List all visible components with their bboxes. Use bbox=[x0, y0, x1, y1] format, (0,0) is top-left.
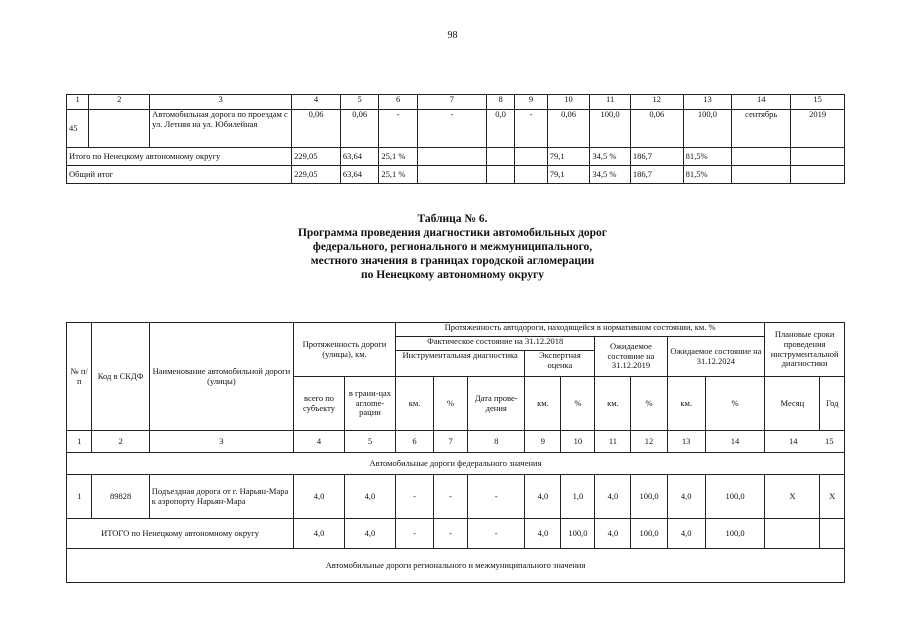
col-number: 13 bbox=[667, 431, 705, 453]
cell: 0,06 bbox=[547, 110, 590, 148]
page-number: 98 bbox=[447, 30, 458, 41]
header-total: всего по субъекту bbox=[294, 377, 345, 431]
section-row bbox=[67, 453, 845, 475]
cell: Х bbox=[765, 475, 820, 519]
col-number: 14 bbox=[789, 435, 798, 446]
col-number: 5 bbox=[344, 431, 395, 453]
col-number: 11 bbox=[595, 431, 631, 453]
section-row bbox=[67, 549, 845, 583]
header-exp2019: Ожидаемое состояние на 31.12.2019 bbox=[595, 337, 667, 377]
col-number: 3 bbox=[150, 95, 292, 110]
header-km: км. bbox=[525, 377, 561, 431]
cell: 1,0 bbox=[561, 475, 595, 519]
col-number: 10 bbox=[547, 95, 590, 110]
cell: 81,5% bbox=[683, 166, 732, 184]
total-label: ИТОГО по Ненецкому автономному округу bbox=[67, 519, 294, 549]
cell: - bbox=[417, 110, 486, 148]
header-km: км. bbox=[595, 377, 631, 431]
table-row bbox=[67, 166, 845, 184]
cell: 100,0 bbox=[590, 110, 631, 148]
table-row bbox=[67, 475, 845, 519]
table-title-line: федерального, регионального и межмуниципального, bbox=[312, 241, 593, 253]
col-number: 7 bbox=[434, 431, 468, 453]
header-length: Протяженность дороги (улицы), км. bbox=[294, 323, 396, 377]
cell bbox=[89, 110, 150, 148]
header-year: Год bbox=[820, 377, 845, 431]
header-expert: Экспертная оценка bbox=[525, 351, 595, 377]
header-row bbox=[67, 95, 845, 110]
cell: 79,1 bbox=[547, 166, 590, 184]
cell: 0,06 bbox=[292, 110, 341, 148]
cell: Х bbox=[820, 475, 845, 519]
cell: 4,0 bbox=[294, 475, 345, 519]
header-exp2024: Ожидаемое состояние на 31.12.2024 bbox=[667, 337, 765, 377]
header-month: Месяц bbox=[765, 377, 820, 431]
cell: - bbox=[468, 475, 525, 519]
cell: 0,06 bbox=[630, 110, 683, 148]
col-number: 3 bbox=[149, 431, 293, 453]
header-plan: Плановые сроки проведения инструментальной диагностики bbox=[765, 323, 845, 377]
cell: 25,1 % bbox=[379, 148, 418, 166]
col-number: 8 bbox=[486, 95, 514, 110]
cell: 100,0 bbox=[683, 110, 732, 148]
cell: 186,7 bbox=[630, 148, 683, 166]
col-number-pair bbox=[765, 431, 845, 453]
road-name: Подъездная дорога от г. Нарьян-Мара к аэропорту Нарьян-Мара bbox=[149, 475, 293, 519]
cell bbox=[515, 148, 547, 166]
total-label: Общий итог bbox=[67, 166, 292, 184]
col-number: 9 bbox=[515, 95, 547, 110]
table-row bbox=[67, 519, 845, 549]
cell bbox=[732, 148, 791, 166]
table-caption: Таблица № 6. bbox=[417, 213, 488, 225]
table-row bbox=[67, 110, 845, 148]
column-numbers-row bbox=[67, 431, 845, 453]
cell: - bbox=[379, 110, 418, 148]
cell: 100,0 bbox=[561, 519, 595, 549]
cell: - bbox=[434, 475, 468, 519]
header-km: км. bbox=[667, 377, 705, 431]
col-number: 2 bbox=[89, 95, 150, 110]
header-pct: % bbox=[705, 377, 765, 431]
header-fact: Фактическое состояние на 31.12.2018 bbox=[395, 337, 594, 351]
col-number: 1 bbox=[67, 95, 89, 110]
cell: 0,06 bbox=[340, 110, 379, 148]
cell: 186,7 bbox=[630, 166, 683, 184]
cell: - bbox=[434, 519, 468, 549]
cell: 63,64 bbox=[340, 166, 379, 184]
cell: 4,0 bbox=[344, 475, 395, 519]
col-number: 12 bbox=[630, 95, 683, 110]
cell: 45 bbox=[67, 110, 89, 148]
cell bbox=[486, 148, 514, 166]
section-federal: Автомобильные дороги федерального значения bbox=[67, 453, 845, 475]
cell: 4,0 bbox=[525, 519, 561, 549]
col-number: 5 bbox=[340, 95, 379, 110]
col-number: 12 bbox=[631, 431, 667, 453]
cell bbox=[820, 519, 845, 549]
cell: 89828 bbox=[92, 475, 149, 519]
cell: 81,5% bbox=[683, 148, 732, 166]
header-date: Дата прове-дения bbox=[468, 377, 525, 431]
col-number: 11 bbox=[590, 95, 631, 110]
cell bbox=[732, 166, 791, 184]
cell bbox=[765, 519, 820, 549]
cell: 1 bbox=[67, 475, 92, 519]
cell: - bbox=[395, 519, 433, 549]
header-km: км. bbox=[395, 377, 433, 431]
header-agglomeration: в грани-цах аглome-рации bbox=[344, 377, 395, 431]
cell: 4,0 bbox=[595, 519, 631, 549]
cell bbox=[791, 148, 845, 166]
cell bbox=[791, 166, 845, 184]
col-number: 13 bbox=[683, 95, 732, 110]
cell: 34,5 % bbox=[590, 166, 631, 184]
col-number: 6 bbox=[379, 95, 418, 110]
cell: 4,0 bbox=[667, 475, 705, 519]
header-normative: Протяженность автодороги, находящейся в нормативном состоянии, км. % bbox=[395, 323, 764, 337]
cell: 229,05 bbox=[292, 166, 341, 184]
header-pct: % bbox=[434, 377, 468, 431]
table-title-line: местного значения в границах городской агломерации bbox=[310, 255, 595, 267]
col-number: 6 bbox=[395, 431, 433, 453]
table-title-line: по Ненецкому автономному округу bbox=[361, 269, 544, 281]
header-code: Код в СКДФ bbox=[92, 323, 149, 431]
cell: 100,0 bbox=[631, 519, 667, 549]
continuation-table bbox=[66, 94, 845, 184]
total-label: Итого по Ненецкому автономному округу bbox=[67, 148, 292, 166]
cell: 25,1 % bbox=[379, 166, 418, 184]
cell: 4,0 bbox=[294, 519, 345, 549]
cell: 100,0 bbox=[705, 519, 765, 549]
cell: 0,0 bbox=[486, 110, 514, 148]
cell: 63,64 bbox=[340, 148, 379, 166]
cell bbox=[486, 166, 514, 184]
cell: 4,0 bbox=[667, 519, 705, 549]
table-title-line: Программа проведения диагностики автомобильных дорог bbox=[297, 227, 608, 239]
cell: - bbox=[395, 475, 433, 519]
col-number: 14 bbox=[705, 431, 765, 453]
cell: 79,1 bbox=[547, 148, 590, 166]
cell bbox=[515, 166, 547, 184]
cell: 4,0 bbox=[525, 475, 561, 519]
header-pct: % bbox=[631, 377, 667, 431]
col-number: 8 bbox=[468, 431, 525, 453]
road-name: Автомобильная дорога по проездам с ул. Летняя на ул. Юбилейная bbox=[150, 110, 292, 148]
col-number: 2 bbox=[92, 431, 149, 453]
col-number: 4 bbox=[294, 431, 345, 453]
cell bbox=[417, 148, 486, 166]
header-pct: % bbox=[561, 377, 595, 431]
cell: 34,5 % bbox=[590, 148, 631, 166]
header-name: Наименование автомобильной дороги (улицы) bbox=[149, 323, 293, 431]
table-row bbox=[67, 148, 845, 166]
header-instrumental: Инструментальная диагностика bbox=[395, 351, 524, 377]
cell: 4,0 bbox=[344, 519, 395, 549]
cell: - bbox=[468, 519, 525, 549]
col-number: 1 bbox=[67, 431, 92, 453]
cell: 229,05 bbox=[292, 148, 341, 166]
col-number: 10 bbox=[561, 431, 595, 453]
col-number: 7 bbox=[417, 95, 486, 110]
col-number: 15 bbox=[825, 435, 834, 446]
col-number: 9 bbox=[525, 431, 561, 453]
cell: 100,0 bbox=[705, 475, 765, 519]
col-number: 4 bbox=[292, 95, 341, 110]
cell: сентябрь bbox=[732, 110, 791, 148]
section-regional: Автомобильные дороги регионального и межмуниципального значения bbox=[67, 549, 845, 583]
cell bbox=[417, 166, 486, 184]
col-number: 14 bbox=[732, 95, 791, 110]
cell: 100,0 bbox=[631, 475, 667, 519]
cell: 2019 bbox=[791, 110, 845, 148]
header-num: № п/п bbox=[67, 323, 92, 431]
col-number: 15 bbox=[791, 95, 845, 110]
cell: 4,0 bbox=[595, 475, 631, 519]
cell: - bbox=[515, 110, 547, 148]
diagnostics-table bbox=[66, 322, 845, 583]
